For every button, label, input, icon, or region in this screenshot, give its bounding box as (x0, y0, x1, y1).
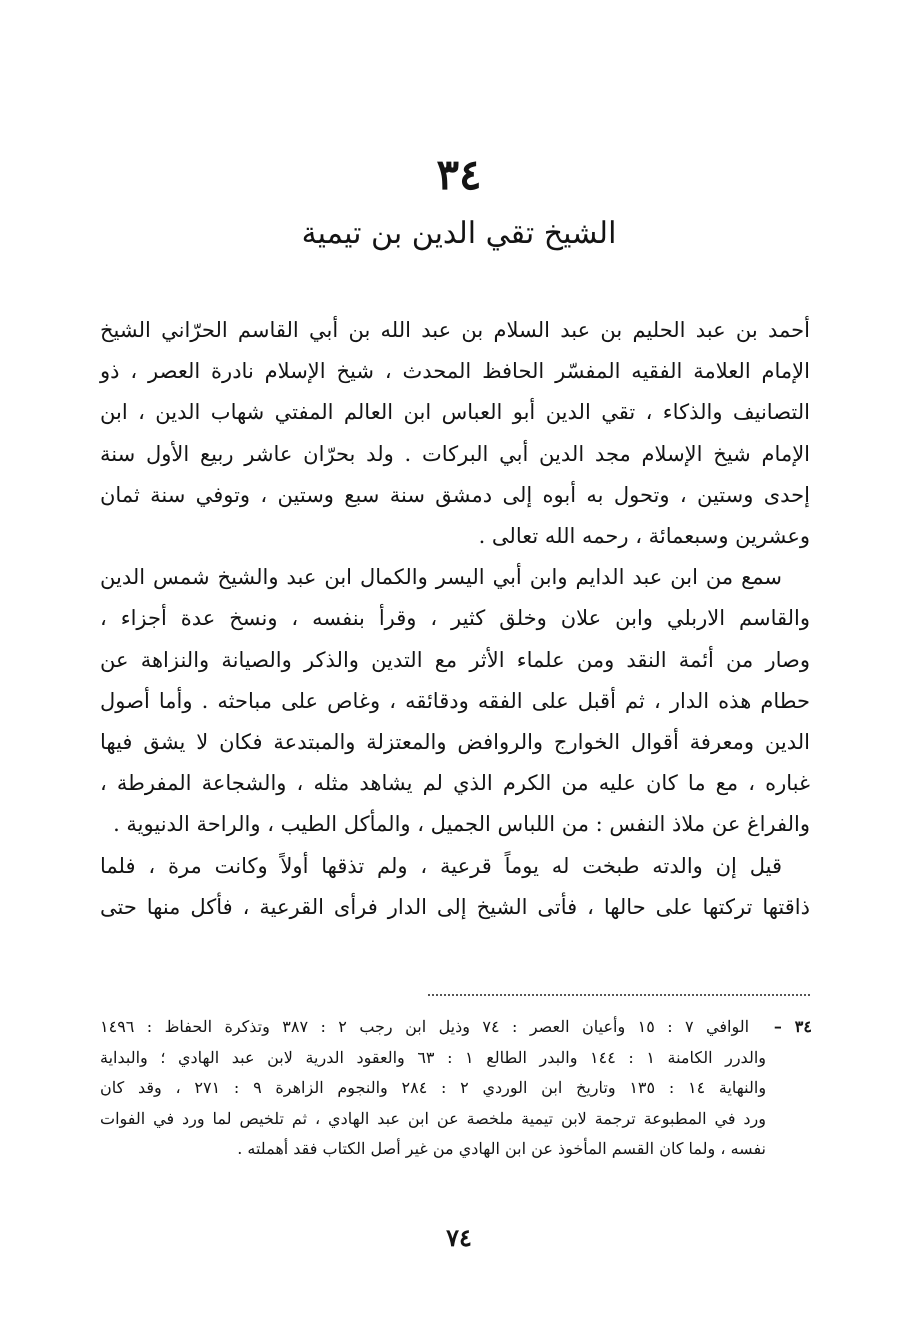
footnote-divider (428, 994, 810, 996)
text-line: الإمام شيخ الإسلام مجد الدين أبي البركات . ولد بحرّان عاشر ربيع الأول سنة (100, 441, 810, 466)
chapter-number: ٣٤ (436, 150, 482, 199)
footnote-line: والنهاية ١٤ : ١٣٥ وتاريخ ابن الوردي ٢ : ٢٨٤ والنجوم الزاهرة ٩ : ٢٧١ ، وقد كان (100, 1078, 767, 1097)
footnote-line-first (100, 1012, 812, 1043)
text-line: سمع من ابن عبد الدايم وابن أبي اليسر والكمال ابن عبد والشيخ شمس الدين (100, 565, 782, 590)
text-line: الإمام العلامة الفقيه المفسّر الحافظ المحدث ، شيخ الإسلام نادرة العصر ، ذو (100, 359, 810, 384)
page-number: ٧٤ (446, 1223, 472, 1252)
paragraph-2 (100, 557, 810, 845)
footnote-line: نفسه ، ولما كان القسم المأخوذ عن ابن الهادي من غير أصل الكتاب فقد أهملته . (237, 1139, 766, 1158)
text-line: إحدى وستين ، وتحول به أبوه إلى دمشق سنة سبع وستين ، وتوفي سنة ثمان (100, 482, 810, 507)
text-line: أحمد بن عبد الحليم بن عبد السلام بن عبد الله بن أبي القاسم الحرّاني الشيخ (100, 318, 810, 342)
footnote-number: ٣٤ – (773, 1017, 812, 1036)
paragraph-1 (100, 310, 810, 557)
footnotes (100, 1012, 812, 1165)
text-line: وصار من أئمة النقد ومن علماء الأثر مع التدين والذكر والصيانة والنزاهة عن (100, 647, 810, 672)
body-text (100, 310, 810, 928)
text-line: قيل إن والدته طبخت له يوماً قرعية ، ولم تذقها أولاً وكانت مرة ، فلما (100, 853, 782, 878)
footnote-line: والدرر الكامنة ١ : ١٤٤ والبدر الطالع ١ : ٦٣ والعقود الدرية لابن عبد الهادي ؛ والبداية (100, 1047, 766, 1067)
text-line: التصانيف والذكاء ، تقي الدين أبو العباس ابن العالم المفتي شهاب الدين ، ابن (100, 400, 810, 425)
chapter-title: الشيخ تقي الدين بن تيمية (301, 216, 617, 251)
text-line: الدين ومعرفة أقوال الخوارج والروافض والمعتزلة والمبتدعة فكان لا يشق فيها (100, 730, 810, 755)
footnote-line: ورد في المطبوعة ترجمة لابن تيمية ملخصة عن ابن عبد الهادي ، ثم تلخيص لما ورد في الفوات (100, 1108, 766, 1128)
text-line: حطام هذه الدار ، ثم أقبل على الفقه ودقائقه ، وغاص على مباحثه . وأما أصول (100, 688, 810, 713)
paragraph-3 (100, 846, 810, 928)
text-line: وعشرين وسبعمائة ، رحمه الله تعالى . (478, 524, 810, 549)
text-line: غباره ، مع ما كان عليه من الكرم الذي لم يشاهد مثله ، والشجاعة المفرطة ، (100, 771, 810, 796)
text-line: والفراغ عن ملاذ النفس : من اللباس الجميل ، والمأكل الطيب ، والراحة الدنيوية . (113, 812, 810, 837)
text-line: والقاسم الاربلي وابن علان وخلق كثير ، وقرأ بنفسه ، ونسخ عدة أجزاء ، (100, 606, 810, 631)
text-line: ذاقتها تركتها على حالها ، فأتى الشيخ إلى الدار فرأى القرعية ، فأكل منها حتى (100, 894, 810, 919)
footnote-text: الوافي ٧ : ١٥ وأعيان العصر : ٧٤ وذيل ابن رجب ٢ : ٣٨٧ وتذكرة الحفاظ : ١٤٩٦ (100, 1017, 750, 1036)
